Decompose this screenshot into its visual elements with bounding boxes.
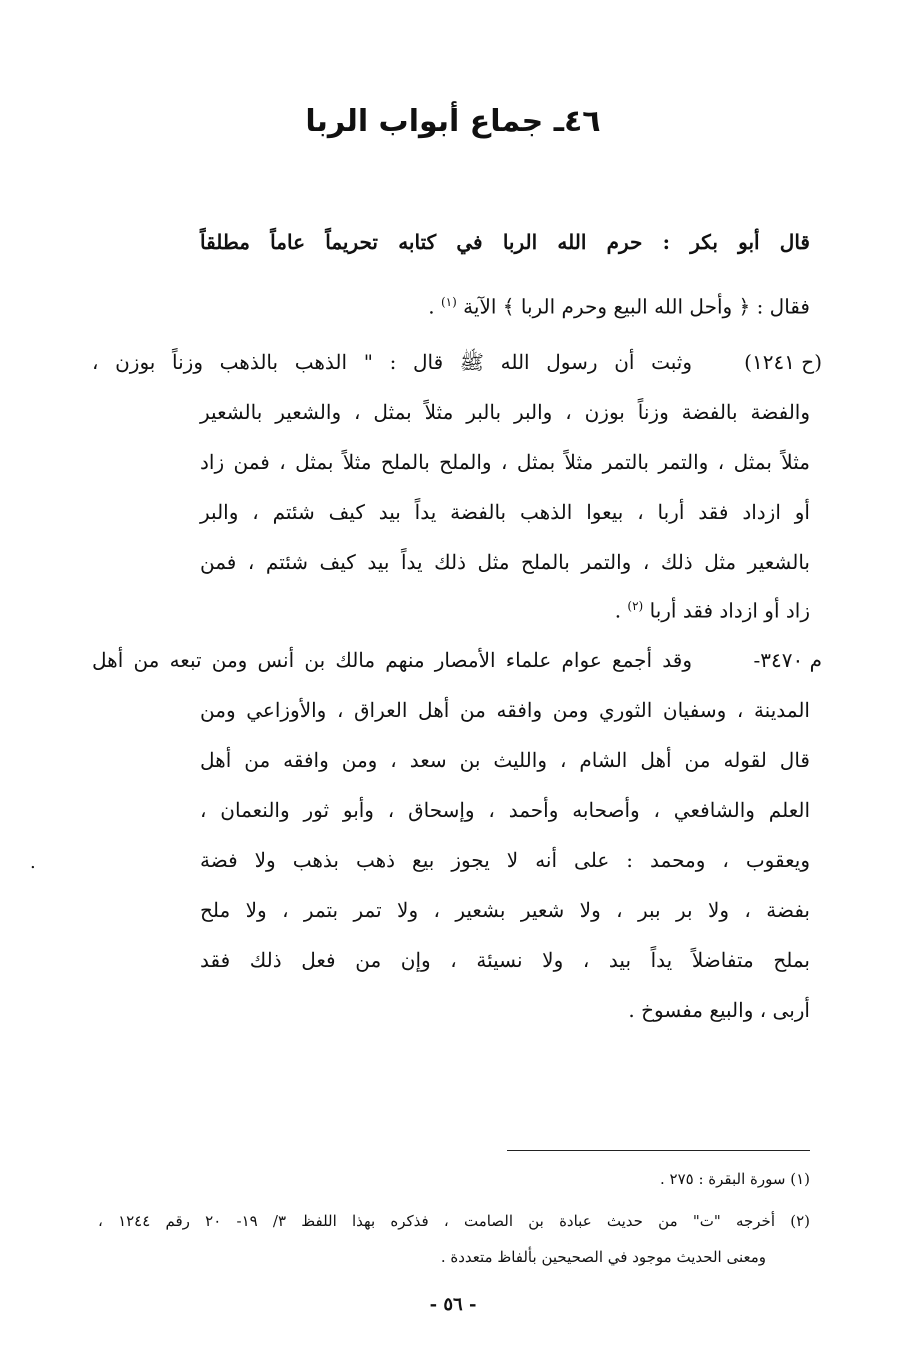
footnote-1: (١) سورة البقرة : ٢٧٥ .	[659, 1170, 810, 1188]
hadith-text-1: وثبت أن رسول الله ﷺ قال : " الذهب بالذهب وزناً بوزن ،	[92, 350, 692, 374]
intro-text-1: حرم الله الربا في كتابه تحريماً عاماً مطلقاً	[200, 230, 643, 254]
intro-speaker: قال أبو بكر :	[662, 230, 810, 254]
hadith-line-6	[615, 592, 810, 625]
masala-line-2: المدينة ، وسفيان الثوري ومن وافقه من أهل العراق ، والأوزاعي ومن	[200, 698, 810, 722]
intro-line-1	[200, 228, 810, 256]
masala-line-4: العلم والشافعي ، وأصحابه وأحمد ، وإسحاق ، وأبو ثور والنعمان ،	[200, 798, 811, 822]
chapter-title: ٤٦ـ جماع أبواب الربا	[305, 104, 601, 139]
hadith-line-4: أو ازداد فقد أربا ، بيعوا الذهب بالفضة يداً بيد كيف شئتم ، والبر	[200, 500, 810, 524]
intro-text-2: فقال : ﴿ وأحل الله البيع وحرم الربا ﴾ الآية	[463, 294, 810, 319]
hadith-number: (ح ١٢٤١)	[744, 350, 822, 374]
footnote-ref-2[interactable]: (٢)	[627, 599, 644, 613]
masala-line-8: أربى ، والبيع مفسوخ .	[628, 998, 810, 1022]
intro-line-2	[428, 288, 810, 321]
stray-mark: .	[30, 852, 36, 873]
intro-line-2-end: .	[428, 294, 435, 319]
footnote-2-line-2: ومعنى الحديث موجود في الصحيحين بألفاظ متعددة .	[440, 1248, 766, 1266]
masala-line-3: قال لقوله من أهل الشام ، والليث بن سعد ، ومن وافقه من أهل	[200, 748, 810, 772]
masala-text-1: وقد أجمع عوام علماء الأمصار منهم مالك بن أنس ومن تبعه من أهل	[92, 648, 692, 672]
hadith-line-3: مثلاً بمثل ، والتمر بالتمر مثلاً بمثل ، والملح بالملح مثلاً بمثل ، فمن زاد	[200, 450, 810, 474]
hadith-line-5: بالشعير مثل ذلك ، والتمر بالملح مثل ذلك يداً بيد كيف شئتم ، فمن	[200, 550, 810, 574]
footnote-ref-1[interactable]: (١)	[440, 295, 457, 309]
masala-number: م ٣٤٧٠-	[753, 648, 822, 672]
footnote-separator	[507, 1150, 810, 1151]
hadith-line-2: والفضة بالفضة وزناً بوزن ، والبر بالبر مثلاً بمثل ، والشعير بالشعير	[200, 400, 810, 424]
masala-line-7: بملح متفاضلاً يداً بيد ، ولا نسيئة ، وإن من فعل ذلك فقد	[200, 948, 810, 972]
page-number: - ٥٦ -	[429, 1294, 477, 1315]
masala-line-5: ويعقوب ، ومحمد : على أنه لا يجوز بيع ذهب بذهب ولا فضة	[200, 848, 810, 872]
footnote-2-line-1: (٢) أخرجه "ت" من حديث عبادة بن الصامت ، فذكره بهذا اللفظ ٣/ ١٩- ٢٠ رقم ١٢٤٤ ،	[98, 1212, 810, 1230]
hadith-text-6: زاد أو ازداد فقد أربا	[649, 598, 810, 623]
hadith-line-6-end: .	[614, 598, 622, 623]
masala-line-6: بفضة ، ولا بر ببر ، ولا شعير بشعير ، ولا تمر بتمر ، ولا ملح	[200, 898, 810, 922]
